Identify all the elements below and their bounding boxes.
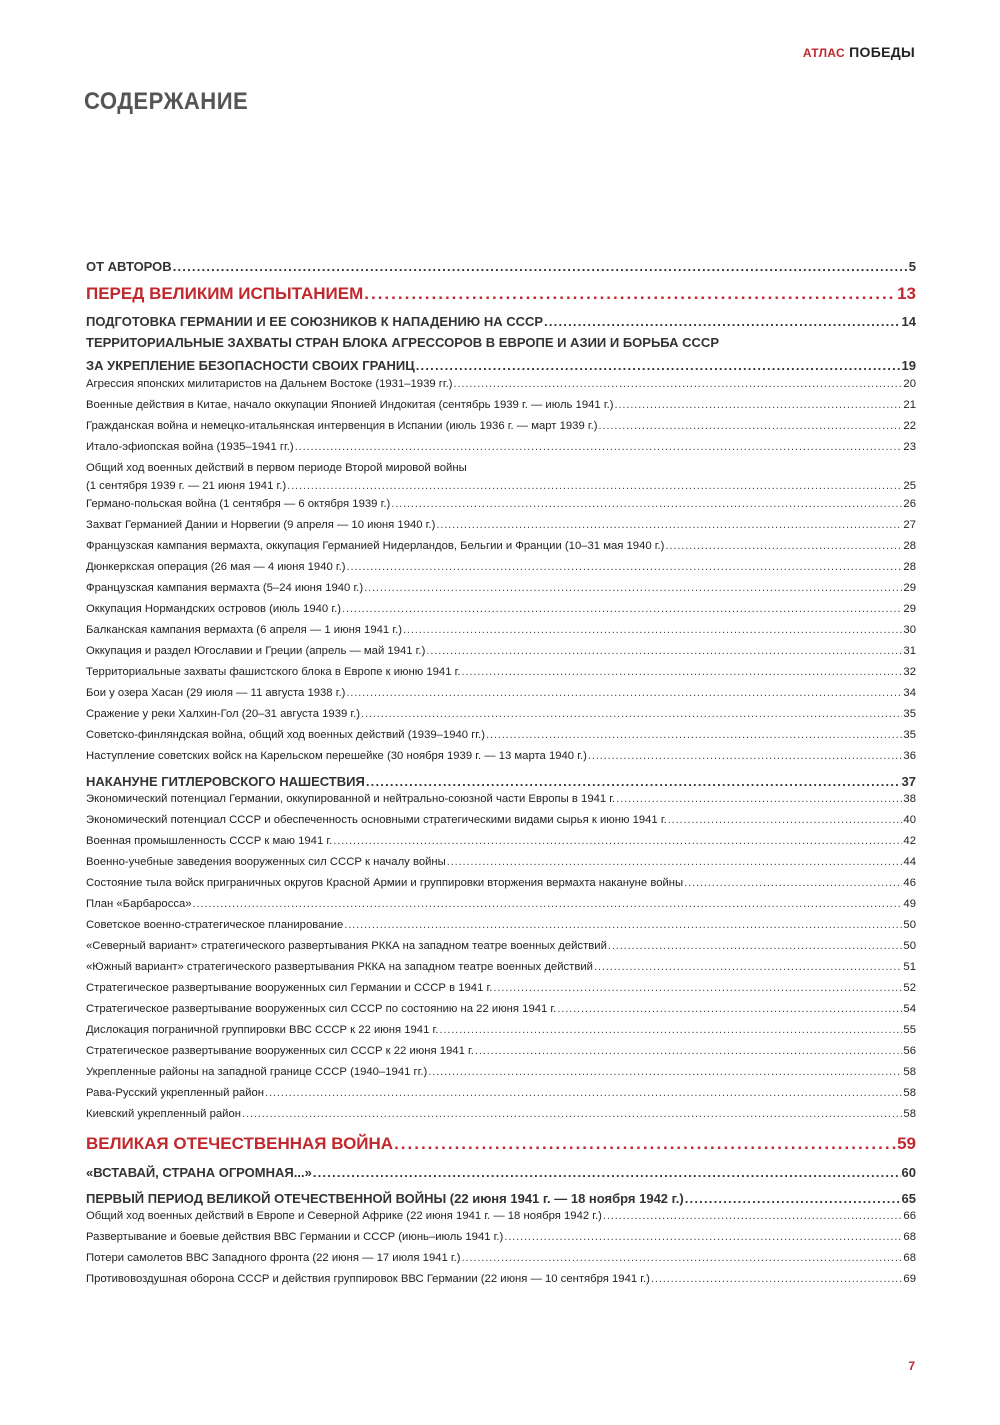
toc-entry[interactable]	[86, 662, 916, 683]
toc-entry[interactable]	[86, 578, 916, 599]
toc-page: 68	[903, 1252, 916, 1264]
toc-entry[interactable]	[86, 374, 916, 395]
toc-entry-label: Противовоздушная оборона СССР и действия группировок ВВС Германии (22 июня — 10 сентября 1941 г.)	[86, 1273, 650, 1285]
toc-leader	[287, 479, 902, 494]
toc-entry[interactable]	[86, 873, 916, 894]
toc-leader	[347, 557, 903, 578]
toc-page: 68	[903, 1231, 916, 1243]
toc-page: 25	[903, 480, 916, 492]
toc-leader	[366, 774, 901, 789]
toc-entry[interactable]	[86, 894, 916, 915]
toc-leader	[603, 1206, 903, 1227]
toc-leader	[242, 1104, 902, 1125]
toc-entry[interactable]	[86, 1062, 916, 1083]
toc-leader	[486, 725, 902, 746]
toc-entry-label: План «Барбаросса»	[86, 898, 192, 910]
toc-entry-label: «Северный вариант» стратегического развертывания РККА на западном театре военных действий	[86, 940, 607, 952]
toc-page: 31	[903, 645, 916, 657]
toc-leader	[173, 259, 908, 274]
toc-entry-label: Агрессия японских милитаристов на Дальнем Востоке (1931–1939 гг.)	[86, 378, 453, 390]
toc-entry-label: Стратегическое развертывание вооруженных сил СССР к 22 июня 1941 г.	[86, 1045, 474, 1057]
toc-entry-label: Советско-финляндская война, общий ход военных действий (1939–1940 гг.)	[86, 729, 485, 741]
toc-page: 34	[903, 687, 916, 699]
toc-entry[interactable]	[86, 536, 916, 557]
toc-entry[interactable]	[86, 515, 916, 536]
toc-entry-label: Военная промышленность СССР к маю 1941 г.	[86, 835, 333, 847]
toc-entry[interactable]	[86, 599, 916, 620]
toc-leader	[394, 1134, 896, 1154]
toc-page: 30	[903, 624, 916, 636]
book-title-part2: ПОБЕДЫ	[849, 44, 915, 60]
toc-page: 40	[903, 814, 916, 826]
toc-leader	[504, 1227, 902, 1248]
toc-entry-label: Французская кампания вермахта (5–24 июня 1940 г.)	[86, 582, 364, 594]
toc-subsection-label: НАКАНУНЕ ГИТЛЕРОВСКОГО НАШЕСТВИЯ	[86, 774, 365, 789]
toc-subsection-territorial-seizures[interactable]	[86, 335, 916, 373]
toc-entry[interactable]	[86, 852, 916, 873]
toc-entry-multiline[interactable]	[86, 461, 916, 494]
toc-leader	[342, 599, 902, 620]
toc-entry-label: Оккупация и раздел Югославии и Греции (апрель — май 1941 г.)	[86, 645, 426, 657]
toc-subsection-label: «ВСТАВАЙ, СТРАНА ОГРОМНАЯ...»	[86, 1165, 312, 1180]
toc-entry[interactable]	[86, 1227, 916, 1248]
toc-leader	[599, 416, 903, 437]
toc-entry[interactable]	[86, 936, 916, 957]
toc-entry-label: Дислокация пограничной группировки ВВС СССР к 22 июня 1941 г.	[86, 1024, 439, 1036]
toc-entry[interactable]	[86, 1083, 916, 1104]
toc-subsection-label: ПОДГОТОВКА ГЕРМАНИИ И ЕЕ СОЮЗНИКОВ К НАПАДЕНИЮ НА СССР	[86, 314, 544, 329]
toc-page: 65	[901, 1191, 916, 1206]
toc-entry-label: Германо-польская война (1 сентября — 6 октября 1939 г.)	[86, 498, 391, 510]
toc-entry[interactable]	[86, 789, 916, 810]
toc-entry[interactable]	[86, 1248, 916, 1269]
toc-leader	[665, 536, 902, 557]
toc-page: 29	[903, 582, 916, 594]
toc-page: 26	[903, 498, 916, 510]
toc-page: 52	[903, 982, 916, 994]
toc-entry[interactable]	[86, 1269, 916, 1290]
toc-entry[interactable]	[86, 978, 916, 999]
toc-leader	[426, 641, 902, 662]
toc-entry[interactable]	[86, 957, 916, 978]
toc-leader	[462, 662, 903, 683]
toc-page: 51	[903, 961, 916, 973]
toc-entry-label: ОТ АВТОРОВ	[86, 259, 172, 274]
toc-leader	[364, 284, 896, 304]
toc-entry[interactable]	[86, 1104, 916, 1125]
toc-page: 28	[903, 540, 916, 552]
toc-page: 19	[901, 358, 916, 373]
toc-entry-label: Экономический потенциал Германии, оккупированной и нейтрально-союзной части Европы в 1941 г.	[86, 793, 616, 805]
toc-leader	[608, 936, 903, 957]
toc-entry-label: Киевский укрепленный район	[86, 1108, 241, 1120]
toc-page: 36	[903, 750, 916, 762]
toc-leader	[462, 1248, 903, 1269]
toc-leader	[439, 1020, 902, 1041]
toc-leader	[265, 1083, 902, 1104]
toc-page: 32	[903, 666, 916, 678]
toc-entry-label: Балканская кампания вермахта (6 апреля — 1 июня 1941 г.)	[86, 624, 402, 636]
toc-leader	[594, 957, 902, 978]
toc-page: 38	[903, 793, 916, 805]
toc-entry-label: Военные действия в Китае, начало оккупации Японией Индокитая (сентябрь 1939 г. — июль 1941 г.)	[86, 399, 614, 411]
toc-page: 20	[903, 378, 916, 390]
toc-section-great-patriotic-war[interactable]	[86, 1129, 916, 1154]
toc-entry[interactable]	[86, 416, 916, 437]
toc-entry-label: Состояние тыла войск приграничных округов Красной Армии и группировки вторжения вермахта накануне войны	[86, 877, 684, 889]
book-title-tag	[803, 44, 915, 60]
toc-leader	[685, 1191, 901, 1206]
toc-page: 28	[903, 561, 916, 573]
toc-page: 58	[903, 1108, 916, 1120]
toc-entry[interactable]	[86, 915, 916, 936]
toc-group-1	[86, 374, 916, 458]
toc-leader	[403, 620, 902, 641]
toc-leader	[361, 704, 902, 725]
toc-leader	[313, 1165, 901, 1180]
toc-leader	[428, 1062, 902, 1083]
toc-leader	[557, 999, 902, 1020]
toc-entry[interactable]	[86, 620, 916, 641]
toc-entry-label: Стратегическое развертывание вооруженных сил Германии и СССР в 1941 г.	[86, 982, 493, 994]
toc-page: 60	[901, 1165, 916, 1180]
toc-group-4	[86, 1206, 916, 1290]
toc-leader	[364, 578, 902, 599]
toc-entry[interactable]	[86, 641, 916, 662]
toc-subsection-label-line1: ТЕРРИТОРИАЛЬНЫЕ ЗАХВАТЫ СТРАН БЛОКА АГРЕССОРОВ В ЕВРОПЕ И АЗИИ И БОРЬБА СССР	[86, 335, 719, 350]
toc-page: 58	[903, 1066, 916, 1078]
toc-entry[interactable]	[86, 1020, 916, 1041]
toc-entry-label: Захват Германией Дании и Норвегии (9 апреля — 10 июня 1940 г.)	[86, 519, 436, 531]
toc-entry-label: Потери самолетов ВВС Западного фронта (22 июня — 17 июля 1941 г.)	[86, 1252, 461, 1264]
toc-page: 44	[903, 856, 916, 868]
toc-leader	[651, 1269, 902, 1290]
toc-page: 50	[903, 919, 916, 931]
toc-entry-label: Стратегическое развертывание вооруженных сил СССР по состоянию на 22 июня 1941 г.	[86, 1003, 557, 1015]
toc-subsection-label: ПЕРВЫЙ ПЕРИОД ВЕЛИКОЙ ОТЕЧЕСТВЕННОЙ ВОЙНЫ (22 июня 1941 г. — 18 ноября 1942 г.)	[86, 1191, 684, 1206]
toc-leader	[295, 437, 903, 458]
toc-entry-label: «Южный вариант» стратегического развертывания РККА на западном театре военных действий	[86, 961, 593, 973]
toc-page: 54	[903, 1003, 916, 1015]
book-title-part1: АТЛАС	[802, 46, 845, 60]
toc-entry-label: Наступление советских войск на Карельском перешейке (30 ноября 1939 г. — 13 марта 1940 г.)	[86, 750, 587, 762]
toc-entry[interactable]	[86, 437, 916, 458]
toc-entry[interactable]	[86, 725, 916, 746]
toc-entry-label: Бои у озера Хасан (29 июля — 11 августа 1938 г.)	[86, 687, 346, 699]
toc-leader	[333, 831, 902, 852]
toc-entry[interactable]	[86, 1206, 916, 1227]
toc-leader	[588, 746, 903, 767]
toc-page: 14	[901, 314, 916, 329]
toc-leader	[346, 683, 902, 704]
toc-section-before-trial[interactable]	[86, 279, 916, 304]
toc-subsection-arise-great-country[interactable]	[86, 1160, 916, 1180]
toc-entry-label: Экономический потенциал СССР и обеспеченность основными стратегическими видами сырья к июню 1941 г.	[86, 814, 667, 826]
toc-entry-label-line2: (1 сентября 1939 г. — 21 июня 1941 г.)	[86, 480, 287, 492]
toc-entry-label: Развертывание и боевые действия ВВС Германии и СССР (июнь–июль 1941 г.)	[86, 1231, 504, 1243]
toc-page: 46	[903, 877, 916, 889]
toc-page: 35	[903, 708, 916, 720]
toc-entry[interactable]	[86, 746, 916, 767]
toc-leader	[684, 873, 902, 894]
toc-leader	[447, 852, 903, 873]
toc-page: 23	[903, 441, 916, 453]
toc-leader	[416, 358, 901, 373]
toc-page: 56	[903, 1045, 916, 1057]
toc-page: 59	[897, 1134, 916, 1153]
toc-section-label: ПЕРЕД ВЕЛИКИМ ИСПЫТАНИЕМ	[86, 284, 364, 303]
toc-group-2	[86, 494, 916, 767]
page-number: 7	[908, 1359, 915, 1373]
toc-entry[interactable]	[86, 557, 916, 578]
toc-page: 69	[903, 1273, 916, 1285]
toc-entry-label: Сражение у реки Халхин-Гол (20–31 августа 1939 г.)	[86, 708, 361, 720]
toc-entry-label: Оккупация Нормандских островов (июль 1940 г.)	[86, 603, 341, 615]
toc-page: 49	[903, 898, 916, 910]
toc-leader	[616, 789, 902, 810]
toc-entry[interactable]	[86, 1041, 916, 1062]
toc-leader	[193, 894, 903, 915]
toc-leader	[391, 494, 902, 515]
toc-entry-label: Рава-Русский укрепленный район	[86, 1087, 265, 1099]
toc-entry[interactable]	[86, 704, 916, 725]
toc-subsection-eve-of-invasion[interactable]	[86, 769, 916, 789]
toc-leader	[475, 1041, 903, 1062]
toc-page: 5	[908, 259, 916, 274]
toc-leader	[344, 915, 902, 936]
table-of-contents	[86, 256, 916, 1290]
toc-page: 42	[903, 835, 916, 847]
toc-entry-label: Военно-учебные заведения вооруженных сил СССР к началу войны	[86, 856, 446, 868]
toc-page: 55	[903, 1024, 916, 1036]
toc-entry-label: Французская кампания вермахта, оккупация Германией Нидерландов, Бельгии и Франции (10–31 мая 1940 г.)	[86, 540, 665, 552]
toc-page: 50	[903, 940, 916, 952]
toc-entry-label: Общий ход военных действий в Европе и Северной Африке (22 июня 1941 г. — 18 ноября 1942 г.)	[86, 1210, 602, 1222]
toc-page: 58	[903, 1087, 916, 1099]
toc-subsection-label-line2: ЗА УКРЕПЛЕНИЕ БЕЗОПАСНОСТИ СВОИХ ГРАНИЦ	[86, 358, 415, 373]
toc-page: 13	[897, 284, 916, 303]
toc-leader	[436, 515, 902, 536]
toc-leader	[544, 314, 900, 329]
toc-entry[interactable]	[86, 831, 916, 852]
toc-entry-label: Укрепленные районы на западной границе СССР (1940–1941 гг.)	[86, 1066, 428, 1078]
toc-leader	[454, 374, 903, 395]
toc-entry-label: Дюнкеркская операция (26 мая — 4 июня 1940 г.)	[86, 561, 346, 573]
page-title: СОДЕРЖАНИЕ	[84, 88, 249, 115]
toc-entry-label: Итало-эфиопская война (1935–1941 гг.)	[86, 441, 294, 453]
toc-entry-label: Гражданская война и немецко-итальянская интервенция в Испании (июль 1936 г. — март 1939 г.)	[86, 420, 598, 432]
toc-page: 29	[903, 603, 916, 615]
toc-leader	[493, 978, 902, 999]
toc-page: 21	[903, 399, 916, 411]
toc-leader	[614, 395, 902, 416]
toc-page: 35	[903, 729, 916, 741]
toc-entry-authors[interactable]	[86, 256, 916, 274]
toc-page: 22	[903, 420, 916, 432]
toc-entry-label: Советское военно-стратегическое планирование	[86, 919, 344, 931]
toc-page: 66	[903, 1210, 916, 1222]
toc-entry-label-line1: Общий ход военных действий в первом периоде Второй мировой войны	[86, 462, 467, 474]
toc-leader	[668, 810, 903, 831]
toc-entry[interactable]	[86, 810, 916, 831]
toc-group-3	[86, 789, 916, 1125]
toc-entry[interactable]	[86, 683, 916, 704]
toc-entry[interactable]	[86, 999, 916, 1020]
toc-page: 37	[901, 774, 916, 789]
toc-page: 27	[903, 519, 916, 531]
toc-entry[interactable]	[86, 494, 916, 515]
toc-section-label: ВЕЛИКАЯ ОТЕЧЕСТВЕННАЯ ВОЙНА	[86, 1134, 394, 1153]
toc-entry-label: Территориальные захваты фашистского блока в Европе к июню 1941 г.	[86, 666, 461, 678]
toc-subsection-germany-preparation[interactable]	[86, 309, 916, 329]
toc-entry[interactable]	[86, 395, 916, 416]
toc-subsection-first-period[interactable]	[86, 1186, 916, 1206]
